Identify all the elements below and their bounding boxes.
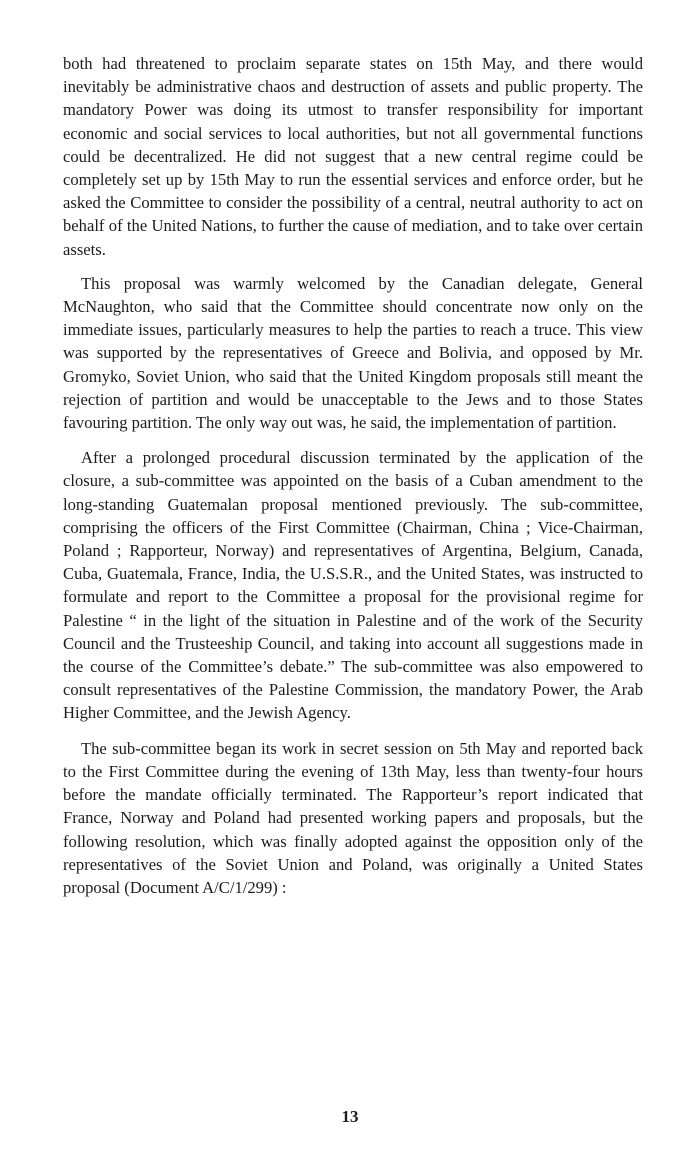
paragraph-1: both had threatened to proclaim separate states on 15th May, and there would inevitably be administrative chaos and destruction of assets and public property. The mandatory Power was doing its utmost to transfer responsibility for important economic and social services to local authorities, but not all governmental functions could be decentralized. He did not suggest that a new central regime could be completely set up by 15th May to run the essential services and enforce order, but he asked the Committee to consider the possibility of a central, neutral authority to act on behalf of the United Nations, to further the cause of mediation, and to take over certain assets.	[63, 54, 643, 259]
paragraph-2: This proposal was warmly welcomed by the Canadian delegate, General McNaughton, who said that the Committee should concentrate now only on the immediate issues, particularly measures to help the parties to reach a truce. This view was supported by the representatives of Greece and Bolivia, and opposed by Mr. Gromyko, Soviet Union, who said that the United Kingdom proposals still meant the rejection of partition and would be unacceptable to the Jews and to those States favouring partition. The only way out was, he said, the implementation of partition.	[63, 273, 643, 433]
paragraph-4: The sub-committee began its work in secret session on 5th May and reported back to the First Committee during the evening of 13th May, less than twenty-four hours before the mandate officially terminated. The Rapporteur’s report indicated that France, Norway and Poland had presented working papers and proposals, but the following resolution, which was finally adopted against the opposition only of the representatives of the Soviet Union and Poland, was originally a United States proposal (Document A/C/1/299) :	[63, 738, 643, 897]
page-number: 13	[341, 1107, 359, 1126]
page-body	[63, 52, 643, 899]
paragraph-3: After a prolonged procedural discussion terminated by the application of the closure, a sub-committee was appointed on the basis of a Cuban amendment to the long-standing Guatemalan proposal mentioned previously. The sub-committee, comprising the officers of the First Committee (Chairman, China ; Vice-Chairman, Poland ; Rapporteur, Norway) and representatives of Argentina, Belgium, Canada, Cuba, Guatemala, France, India, the U.S.S.R., and the United States, was instructed to formulate and report to the Committee a proposal for the provisional regime for Palestine “ in the light of the situation in Palestine and of the work of the Security Council and the Trusteeship Council, and taking into account all suggestions made in the course of the Committee’s debate.” The sub-committee was also empowered to consult representatives of the Palestine Commission, the mandatory Power, the Arab Higher Committee, and the Jewish Agency.	[63, 448, 643, 723]
